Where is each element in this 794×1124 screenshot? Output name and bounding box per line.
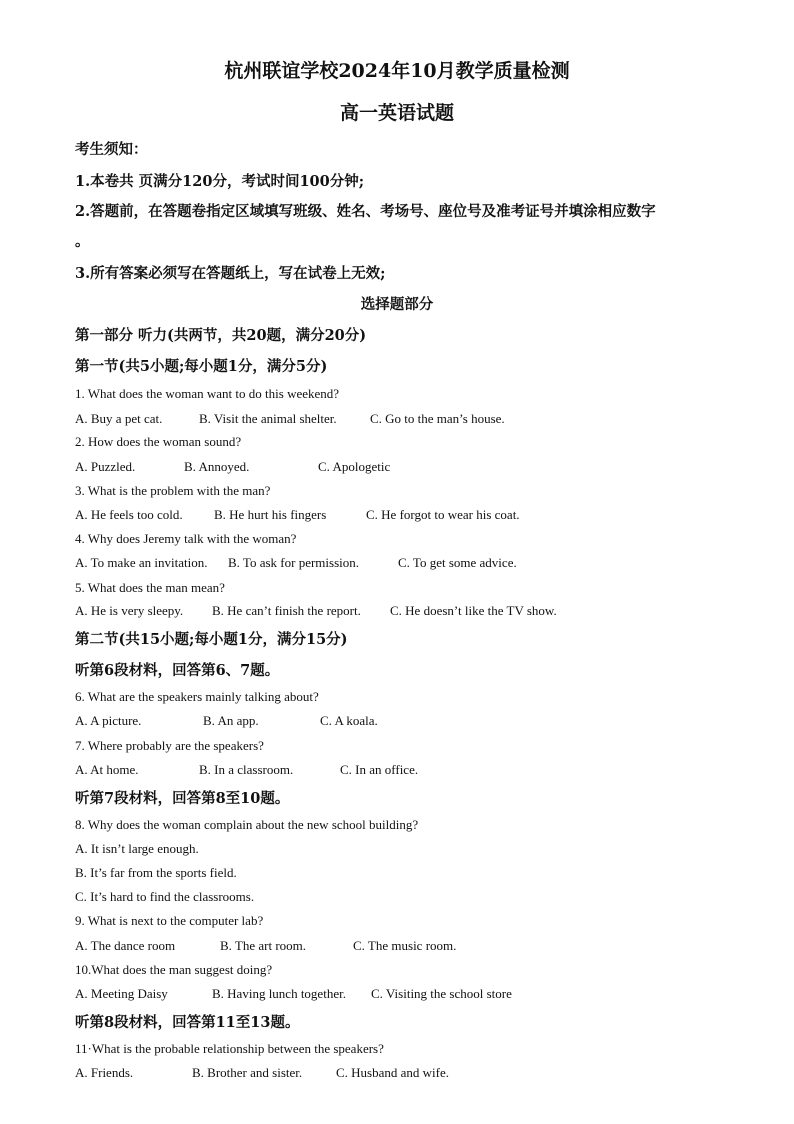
q6-option-c: C. A koala. [320, 713, 378, 728]
q1-option-b: B. Visit the animal shelter. [199, 411, 337, 426]
question-9: 9. What is next to the computer lab? [75, 913, 264, 928]
q11-option-a: A. Friends. [75, 1065, 134, 1080]
q11-option-c: C. Husband and wife. [336, 1065, 450, 1080]
q7-option-a: A. At home. [75, 762, 139, 777]
q5-option-c: C. He doesn’t like the TV show. [390, 603, 557, 618]
q6-option-a: A. A picture. [75, 713, 142, 728]
question-2: 2. How does the woman sound? [75, 434, 242, 449]
q2-option-c: C. Apologetic [318, 459, 391, 474]
q7-option-b: B. In a classroom. [199, 762, 294, 777]
q4-option-a: A. To make an invitation. [75, 555, 208, 570]
q5-option-b: B. He can’t finish the report. [212, 603, 361, 618]
question-10: 10.What does the man suggest doing? [75, 962, 273, 977]
notice-item-2: 2.答题前，在答题卷指定区域填写班级、姓名、考场号、座位号及准考证号并填涂相应数字 [75, 203, 656, 220]
part1-heading: 第一部分 听力(共两节，共20题，满分20分) [75, 327, 367, 344]
question-1: 1. What does the woman want to do this weekend? [75, 386, 340, 401]
material-6-heading: 听第6段材料，回答第6、7题。 [75, 662, 280, 679]
question-4: 4. Why does Jeremy talk with the woman? [75, 531, 297, 546]
notice-item-2-cont: 。 [75, 233, 90, 250]
exam-subtitle: 高一英语试题 [339, 102, 454, 124]
q9-option-a: A. The dance room [75, 938, 176, 953]
q5-option-a: A. He is very sleepy. [75, 603, 184, 618]
question-7: 7. Where probably are the speakers? [75, 738, 264, 753]
question-3: 3. What is the problem with the man? [75, 483, 271, 498]
notice-item-3: 3.所有答案必须写在答题纸上，写在试卷上无效; [75, 265, 386, 282]
q2-option-a: A. Puzzled. [75, 459, 136, 474]
q11-option-b: B. Brother and sister. [192, 1065, 303, 1080]
q10-option-a: A. Meeting Daisy [75, 986, 168, 1001]
q4-option-c: C. To get some advice. [398, 555, 517, 570]
q9-option-c: C. The music room. [353, 938, 457, 953]
q1-option-c: C. Go to the man’s house. [370, 411, 505, 426]
notice-heading: 考生须知： [75, 141, 148, 158]
sec1-heading: 第一节(共5小题;每小题1分，满分5分) [75, 358, 328, 375]
q9-option-b: B. The art room. [220, 938, 307, 953]
q10-option-c: C. Visiting the school store [371, 986, 512, 1001]
q3-option-c: C. He forgot to wear his coat. [366, 507, 520, 522]
q3-option-b: B. He hurt his fingers [214, 507, 327, 522]
section-heading: 选择题部分 [360, 296, 434, 313]
question-8: 8. Why does the woman complain about the new school building? [75, 817, 419, 832]
q3-option-a: A. He feels too cold. [75, 507, 183, 522]
q7-option-c: C. In an office. [340, 762, 419, 777]
material-7-heading: 听第7段材料，回答第8至10题。 [75, 790, 290, 807]
exam-title: 杭州联谊学校2024年10月教学质量检测 [224, 60, 570, 82]
question-6: 6. What are the speakers mainly talking about? [75, 689, 319, 704]
question-11: 11·What is the probable relationship between the speakers? [75, 1041, 384, 1056]
q4-option-b: B. To ask for permission. [228, 555, 360, 570]
q8-option-c: C. It’s hard to find the classrooms. [75, 889, 255, 904]
notice-item-1: 1.本卷共 页满分120分，考试时间100分钟; [75, 173, 365, 190]
material-8-heading: 听第8段材料，回答第11至13题。 [75, 1014, 300, 1031]
sec2-heading: 第二节(共15小题;每小题1分，满分15分) [75, 631, 348, 648]
q1-option-a: A. Buy a pet cat. [75, 411, 163, 426]
q8-option-a: A. It isn’t large enough. [75, 841, 199, 856]
question-5: 5. What does the man mean? [75, 580, 225, 595]
q8-option-b: B. It’s far from the sports field. [75, 865, 237, 880]
q6-option-b: B. An app. [203, 713, 259, 728]
q2-option-b: B. Annoyed. [184, 459, 250, 474]
q10-option-b: B. Having lunch together. [212, 986, 346, 1001]
